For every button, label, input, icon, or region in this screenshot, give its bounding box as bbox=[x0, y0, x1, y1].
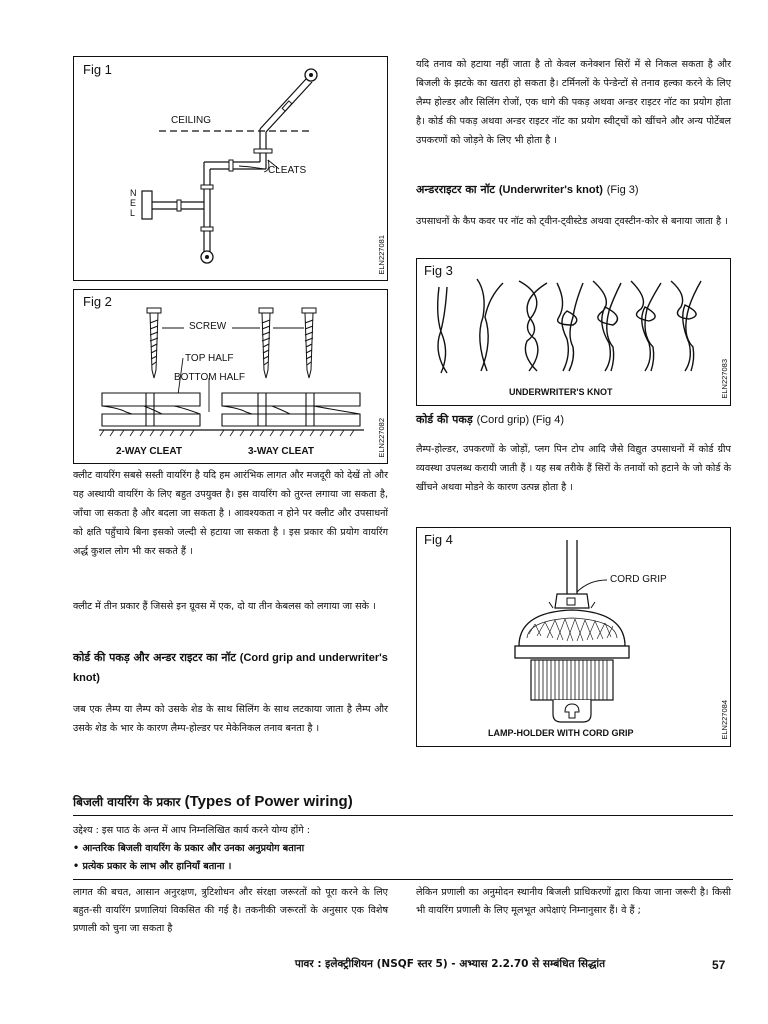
figure-3 bbox=[416, 258, 731, 406]
objective-bottom-rule bbox=[73, 879, 733, 880]
fig2-bottom-half-label: BOTTOM HALF bbox=[174, 372, 245, 383]
objective-bullet-2: • प्रत्येक प्रकार के लाभ और हानियाँ बताना । bbox=[73, 861, 232, 872]
fig1-n-label: N bbox=[130, 188, 137, 198]
bottom-left-paragraph: लागत की बचत, आसान अनुरक्षण, त्रुटिशोधन और संरक्षा जरूरतों को पूरा करने के लिए बहुत-सी वायरिंग प्रणालियां विकसित की गई है। तकनीकी जरूरतों के अनुसार एक विशेष प्रणाली को चुना जा सकता है bbox=[73, 887, 388, 934]
right-paragraph-3: लैम्प-होल्डर, उपकरणों के जोड़ों, प्लग पिन टोप आदि जैसे विद्युत उपसाधनों में कोर्ड ग्रीप व्यवस्था उपलब्ध करायी जाती हैं । यह सब तरीके हैं सिरों के तनावों को हटाने के जो कोर्ड के खींचने अथवा मोडने के कारण उत्पन्न होता है । bbox=[416, 444, 731, 493]
left-heading-cord-grip: कोर्ड की पकड़ और अन्डर राइटर का नॉट (Cord grip and underwriter's knot) bbox=[73, 651, 388, 684]
footer-text: पावर : इलेक्ट्रीशियन (NSQF स्तर 5) - अभ्यास 2.2.70 से सम्बंधित सिद्धांत bbox=[294, 958, 606, 970]
fig4-cord-grip-label: CORD GRIP bbox=[610, 574, 667, 585]
fig1-code: ELN227081 bbox=[377, 235, 386, 275]
section-title-rule bbox=[73, 815, 733, 816]
left-paragraph-1: क्लीट वायरिंग सबसे सस्ती वायरिंग है यदि हम आरंभिक लागत और मजदूरी को देखें तो और यह अस्थायी वायरिंग के लिए बहुत उपयुक्त है। इस वायरिंग को तुरन्त लगाया जा सकता है, जाँचा जा सकता है और बदला जा सकता है । आवश्यकता न होने पर क्लीट और उपसाधनों को क्षति पहुँचाये बिना इसको जल्दी से हटाया जा सकता है । इस प्रकार की प्रयोग वायरिंग अर्द्ध कुशल लोग भी कर सकते हैं । bbox=[73, 470, 388, 557]
objective-bullet-1: • आन्तरिक बिजली वायरिंग के प्रकार और उनका अनुप्रयोग बताना bbox=[73, 843, 305, 854]
figure-4-label: Fig 4 bbox=[424, 532, 453, 547]
figure-3-label: Fig 3 bbox=[424, 263, 453, 278]
figure-1-label: Fig 1 bbox=[83, 62, 112, 77]
fig3-caption: UNDERWRITER'S KNOT bbox=[509, 387, 613, 397]
fig1-cleats-label: CLEATS bbox=[268, 165, 307, 176]
fig2-top-half-label: TOP HALF bbox=[185, 353, 234, 364]
left-paragraph-3: जब एक लैम्प या लैम्प को उसके शेड के साथ सिलिंग के साथ लटकाया जाता है लैम्प और उसके शेड के भार के कारण लैम्प-होल्डर पर मेकेनिकल तनाव बनता है । bbox=[73, 704, 388, 734]
fig2-code: ELN227082 bbox=[377, 418, 386, 458]
right-paragraph-2: उपसाधनों के कैप कवर पर नॉट को ट्वीन-ट्वीस्टेड अथवा ट्वस्टीन-कोर से बनाया जाता है । bbox=[416, 216, 728, 227]
figure-4 bbox=[416, 527, 731, 747]
fig4-lampholder-diagram bbox=[417, 528, 730, 746]
fig3-knot-diagram bbox=[417, 259, 730, 405]
fig2-screw-label: SCREW bbox=[189, 321, 227, 332]
figure-2-label: Fig 2 bbox=[83, 294, 112, 309]
section-title: बिजली वायरिंग के प्रकार (Types of Power wiring) bbox=[73, 793, 353, 810]
figure-2 bbox=[73, 289, 388, 464]
right-heading-cord-grip: कोर्ड की पकड़ (Cord grip) (Fig 4) bbox=[416, 413, 564, 426]
fig1-l-label: L bbox=[130, 208, 136, 218]
fig1-wiring-diagram bbox=[74, 57, 387, 280]
fig2-two-way-label: 2-WAY CLEAT bbox=[116, 446, 182, 457]
bottom-right-paragraph: लेकिन प्रणाली का अनुमोदन स्थानीय बिजली प्राधिकरणों द्वारा किया जाना जरूरी है। किसी भी वायरिंग प्रणाली के लिए मूलभूत अपेक्षाएं निम्नानुसार हैं। वे हैं ; bbox=[416, 887, 731, 916]
right-heading-underwriter-knot: अन्डरराइटर का नॉट (Underwriter's knot) (Fig 3) bbox=[416, 183, 639, 196]
fig4-code: ELN227084 bbox=[720, 700, 729, 740]
fig2-three-way-label: 3-WAY CLEAT bbox=[248, 446, 314, 457]
right-paragraph-1: यदि तनाव को हटाया नहीं जाता है तो केवल कनेक्शन सिरों में से निकल सकता है और बिजली के झटके का खतरा हो सकता है। टर्मिनलों के पेन्डेन्टों से तनाव हल्का करने के लिए लैम्प होल्डर और सिलिंग रोजों, एक धागे की पकड़ अथवा अन्डर राइटर नॉट का प्रयोग होता है। कोर्ड की पकड़ अथवा अन्डर राइटर नॉट का प्रयोग स्वीट्चों को खींचने और अन्य पोर्टेबल उपकरणों को जोड़ने के लिए भी होता है । bbox=[416, 59, 731, 146]
fig3-code: ELN227083 bbox=[720, 359, 729, 399]
figure-1 bbox=[73, 56, 388, 281]
left-paragraph-2: क्लीट में तीन प्रकार हैं जिससे इन ग्रूवस में एक, दो या तीन केबलस को लगाया जा सके । bbox=[73, 601, 376, 612]
fig1-ceiling-label: CEILING bbox=[171, 115, 212, 126]
page-number: 57 bbox=[712, 958, 726, 972]
fig1-e-label: E bbox=[130, 198, 137, 208]
fig4-caption: LAMP-HOLDER WITH CORD GRIP bbox=[488, 728, 634, 738]
section-objective: उद्देश्य : इस पाठ के अन्त में आप निम्नलिखित कार्य करने योग्य होंगे : bbox=[73, 825, 310, 836]
